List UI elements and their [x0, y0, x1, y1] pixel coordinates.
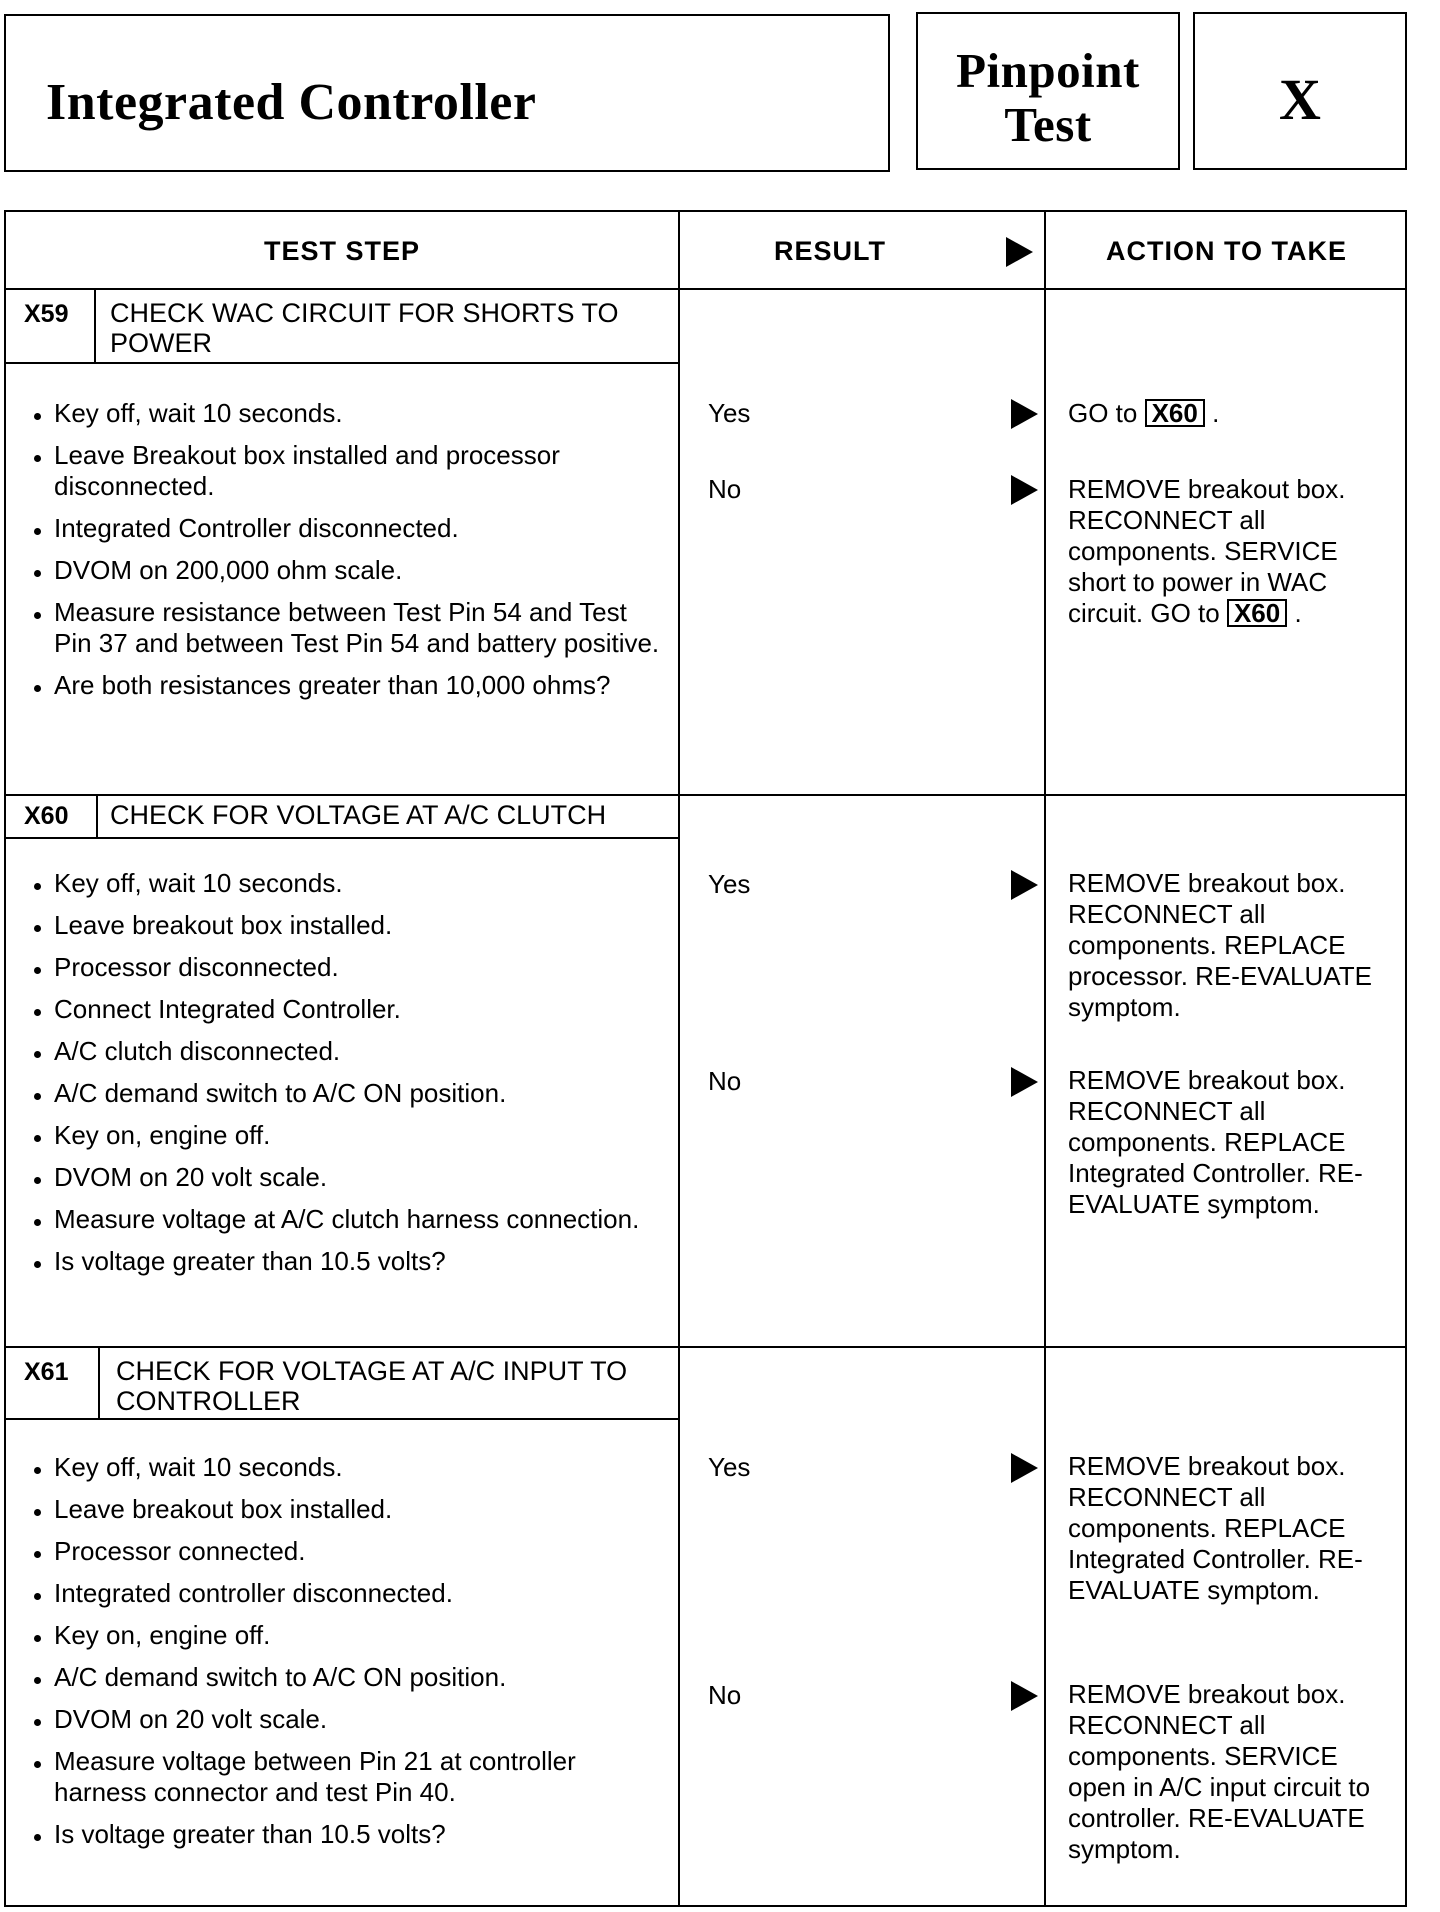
step-bullets-x59 [30, 398, 670, 712]
action-text: REMOVE breakout box. RECONNECT all components. SERVICE open in A/C input circuit to controller. RE-EVALUATE symptom. [1068, 1679, 1371, 1864]
list-item: A/C demand switch to A/C ON position. [30, 1078, 670, 1109]
list-item: Measure resistance between Test Pin 54 and Test Pin 37 and between Test Pin 54 and battery positive. [30, 597, 670, 659]
list-item: Is voltage greater than 10.5 volts? [30, 1246, 670, 1277]
step-title-rule [6, 837, 680, 839]
list-item: A/C demand switch to A/C ON position. [30, 1662, 670, 1693]
page-title: Integrated Controller [46, 74, 537, 131]
result-no: No [708, 1066, 742, 1096]
result-yes: Yes [708, 1452, 751, 1482]
list-item: Integrated Controller disconnected. [30, 513, 670, 544]
action-text-part: REMOVE breakout box. RECONNECT all components. SERVICE short to power in WAC circuit. GO to [1068, 474, 1346, 628]
arrow-icon [1011, 399, 1038, 429]
step-bullets-x60 [30, 868, 670, 1288]
list-item: DVOM on 200,000 ohm scale. [30, 555, 670, 586]
action-text: REMOVE breakout box. RECONNECT all components. REPLACE processor. RE-EVALUATE symptom. [1068, 868, 1372, 1022]
result-no: No [708, 1680, 742, 1710]
step-id-divider [98, 1348, 100, 1420]
step-id: X59 [24, 300, 69, 328]
step-title: CHECK FOR VOLTAGE AT A/C CLUTCH [110, 800, 607, 830]
list-item: DVOM on 20 volt scale. [30, 1162, 670, 1193]
list-item: Key on, engine off. [30, 1120, 670, 1151]
action-text-part: GO to [1068, 398, 1138, 428]
arrow-icon [1011, 475, 1038, 505]
list-item: A/C clutch disconnected. [30, 1036, 670, 1067]
arrow-icon [1011, 1681, 1038, 1711]
list-item: Processor disconnected. [30, 952, 670, 983]
step-id-divider [94, 290, 96, 364]
arrow-icon [1011, 1067, 1038, 1097]
step-ref-x60[interactable]: X60 [1227, 599, 1287, 627]
test-code-box [1193, 12, 1407, 170]
action-text: REMOVE breakout box. RECONNECT all components. REPLACE Integrated Controller. RE-EVALUATE symptom. [1068, 1451, 1363, 1605]
list-item: Key on, engine off. [30, 1620, 670, 1651]
arrow-icon [1011, 1453, 1038, 1483]
list-item: Are both resistances greater than 10,000 ohms? [30, 670, 670, 701]
action-text [1068, 474, 1398, 629]
header-result: RESULT [774, 235, 886, 266]
header-action: ACTION TO TAKE [1106, 235, 1347, 266]
action-text [1068, 398, 1398, 429]
step-header-x59 [6, 290, 680, 364]
list-item: Connect Integrated Controller. [30, 994, 670, 1025]
action-text-part: . [1212, 398, 1220, 428]
step-ref-x60[interactable]: X60 [1145, 399, 1205, 427]
action-text-part: . [1294, 598, 1302, 628]
step-header-x60 [6, 796, 680, 838]
result-yes: Yes [708, 398, 751, 428]
pinpoint-test-box [916, 12, 1180, 170]
list-item: Key off, wait 10 seconds. [30, 398, 670, 429]
list-item: Measure voltage at A/C clutch harness connection. [30, 1204, 670, 1235]
list-item: Is voltage greater than 10.5 volts? [30, 1819, 670, 1850]
header-test-step: TEST STEP [263, 235, 421, 266]
arrow-icon [1011, 870, 1038, 900]
list-item: Processor connected. [30, 1536, 670, 1567]
step-title: CHECK FOR VOLTAGE AT A/C INPUT TO CONTROLLER [116, 1356, 628, 1416]
list-item: Measure voltage between Pin 21 at controller harness connector and test Pin 40. [30, 1746, 670, 1808]
step-title-rule [6, 362, 680, 364]
test-code: X [1279, 67, 1321, 132]
list-item: Leave breakout box installed. [30, 910, 670, 941]
column-divider [1044, 212, 1046, 1905]
step-id: X60 [24, 802, 69, 830]
test-table [4, 210, 1407, 1907]
action-text: REMOVE breakout box. RECONNECT all components. REPLACE Integrated Controller. RE-EVALUATE symptom. [1068, 1065, 1363, 1219]
list-item: Key off, wait 10 seconds. [30, 868, 670, 899]
list-item: Integrated controller disconnected. [30, 1578, 670, 1609]
title-box [4, 14, 890, 172]
step-bullets-x61 [30, 1452, 670, 1861]
header-arrow-icon [1006, 237, 1033, 267]
list-item: Key off, wait 10 seconds. [30, 1452, 670, 1483]
list-item: Leave breakout box installed. [30, 1494, 670, 1525]
result-no: No [708, 474, 742, 504]
step-id: X61 [24, 1358, 69, 1386]
step-header-x61 [6, 1348, 680, 1420]
step-id-divider [96, 796, 98, 838]
column-divider [678, 212, 680, 1905]
step-title-rule [6, 1418, 680, 1420]
list-item: Leave Breakout box installed and processor disconnected. [30, 440, 670, 502]
list-item: DVOM on 20 volt scale. [30, 1704, 670, 1735]
result-yes: Yes [708, 869, 751, 899]
pinpoint-test-label: Pinpoint Test [956, 43, 1140, 152]
step-title: CHECK WAC CIRCUIT FOR SHORTS TO POWER [110, 298, 619, 358]
